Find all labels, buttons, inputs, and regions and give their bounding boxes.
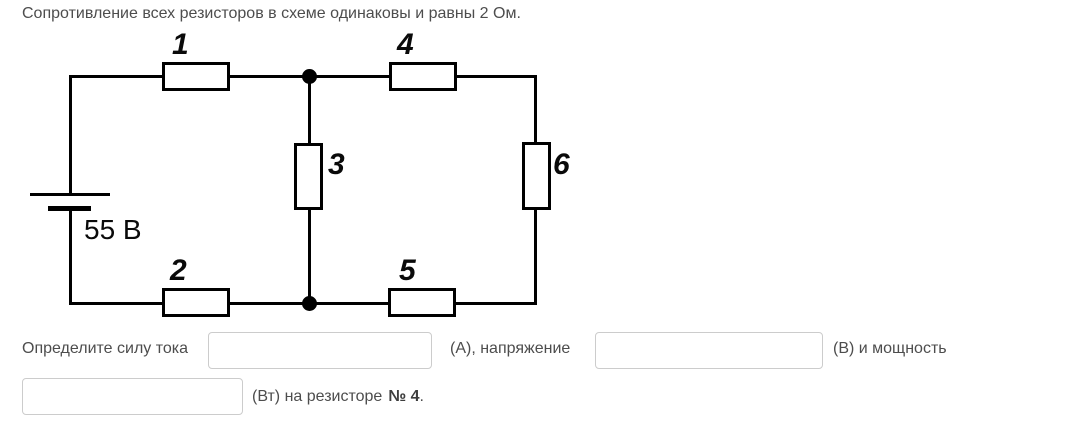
question-prompt-current: Определите силу тока	[22, 340, 189, 357]
power-answer-input[interactable]	[22, 378, 243, 415]
resistor-2-body	[162, 288, 230, 317]
resistor-number-ref: № 4	[388, 388, 420, 405]
battery-voltage-label: 55 В	[84, 214, 142, 245]
question-after-voltage: (В) и мощность	[833, 340, 947, 357]
resistor-3-body	[294, 143, 323, 210]
circuit-diagram	[0, 0, 640, 330]
sentence-end: .	[419, 388, 424, 405]
resistor-5-body	[388, 288, 456, 317]
junction-node-bottom	[302, 296, 317, 311]
junction-node-top	[302, 69, 317, 84]
resistor-3-label: 3	[328, 148, 345, 181]
wire-left-lower	[69, 210, 72, 305]
problem-statement: Сопротивление всех резисторов в схеме одинаковы и равны 2 Ом.	[22, 5, 521, 22]
resistor-4-label: 4	[397, 28, 414, 61]
resistor-6-body	[522, 142, 551, 210]
resistor-1-body	[162, 62, 230, 91]
battery-plate-short	[48, 206, 91, 211]
question-after-power	[252, 387, 424, 407]
resistor-4-body	[389, 62, 457, 91]
resistor-1-label: 1	[172, 28, 189, 61]
wire-left-upper	[69, 75, 72, 195]
current-answer-input[interactable]	[208, 332, 432, 369]
resistor-6-label: 6	[553, 148, 570, 181]
resistor-2-label: 2	[170, 254, 187, 287]
battery-plate-long	[30, 193, 110, 196]
resistor-5-label: 5	[399, 254, 416, 287]
question-after-current: (А), напряжение	[450, 340, 571, 357]
voltage-answer-input[interactable]	[595, 332, 823, 369]
power-unit-text: (Вт) на резисторе	[252, 388, 383, 405]
